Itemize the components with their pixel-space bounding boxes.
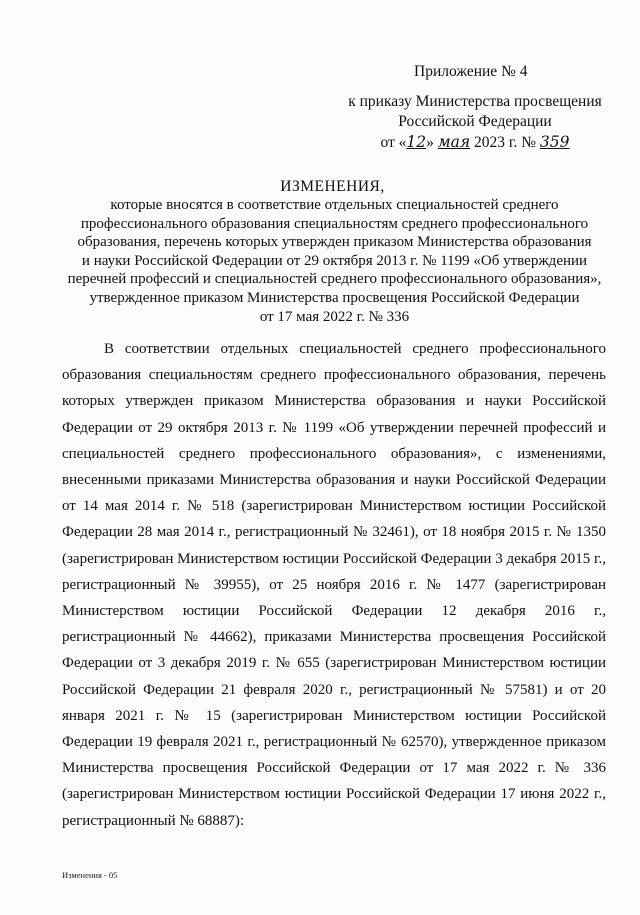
subtitle-line: утвержденное приказом Министерства просвещения Российской Федерации [89,289,580,306]
subtitle-line: профессионального образования специальностям среднего профессионального [80,215,589,232]
subtitle-line: перечней профессий и специальностей среднего профессионального образования», [67,271,602,288]
document-title: ИЗМЕНЕНИЯ, [280,178,385,195]
date-month-handwritten: мая [437,133,471,151]
annex-title: Приложение № 4 [414,63,528,80]
date-year: 2023 г. № [474,134,537,151]
annex-header [330,62,620,153]
annex-order-line: к приказу Министерства просвещения [348,93,602,110]
date-day-handwritten: 12 [406,133,427,151]
subtitle-line: образования, перечень которых утвержден приказом Министерства образования [77,234,592,251]
subtitle-line: которые вносятся в соответствие отдельных специальностей среднего [110,197,559,213]
date-mid: » [426,134,434,151]
document-subtitle [62,196,607,326]
date-prefix: от « [380,134,407,151]
order-number-handwritten: 359 [539,133,570,151]
subtitle-line: и науки Российской Федерации от 29 октября 2013 г. № 1199 «Об утверждении [81,252,588,269]
body-paragraph: В соответствии отдельных специальностей среднего профессионального образования специальностям среднего профессионального образования, перечень которых утвержден приказом Министерства образования и науки Российской Федерации от 29 октября 2013 г. № 1199 «Об утверждении перечней профессий и специальностей среднего профессионального образования», с изменениями, внесенными приказами Министерства образования и науки Российской Федерации от 14 мая 2014 г. № 518 (зарегистрирован Министерством юстиции Российской Федерации 28 мая 2014 г., регистрационный № 32461), от 18 ноября 2015 г. № 1350 (зарегистрирован Министерством юстиции Российской Федерации 3 декабря 2015 г., регистрационный № 39955), от 25 ноября 2016 г. № 1477 (зарегистрирован Министерством юстиции Российской Федерации 12 декабря 2016 г., регистрационный № 44662), приказами Министерства просвещения Российской Федерации от 3 декабря 2019 г. № 655 (зарегистрирован Министерством юстиции Российской Федерации 21 февраля 2020 г., регистрационный № 57581) и от 20 января 2021 г. № 15 (зарегистрирован Министерством юстиции Российской Федерации 19 февраля 2021 г., регистрационный № 62570), утвержденное приказом Министерства просвещения Российской Федерации от 17 мая 2022 г. № 336 (зарегистрирован Министерством юстиции Российской Федерации 17 июня 2022 г., регистрационный № 68887): [62,341,606,829]
annex-date-line [330,132,620,153]
page-footer: Изменения - 05 [62,870,118,880]
annex-ministry-line: Российской Федерации [398,113,552,130]
subtitle-line: от 17 мая 2022 г. № 336 [259,308,410,325]
